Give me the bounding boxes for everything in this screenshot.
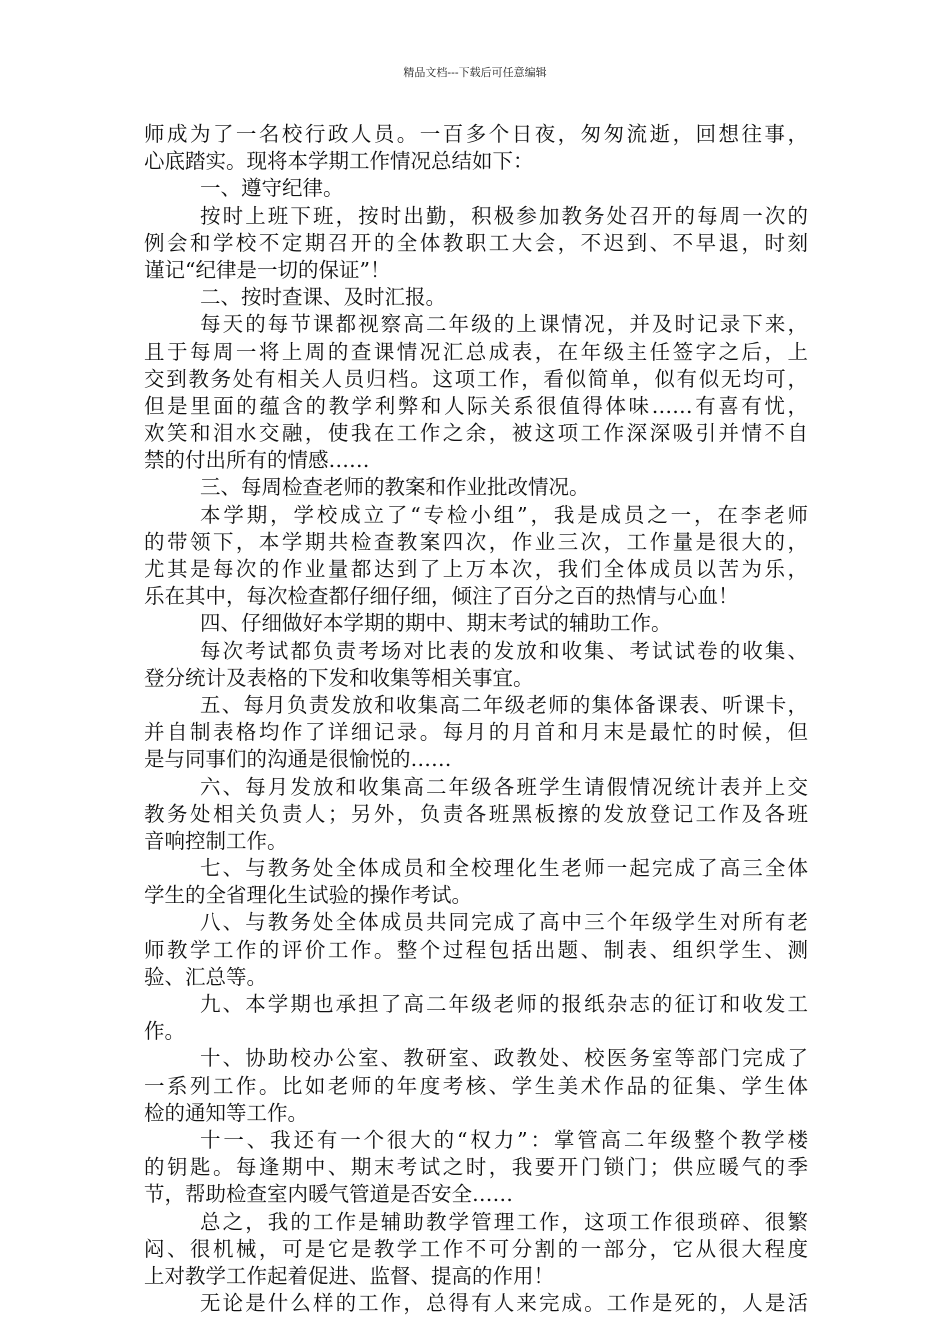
text-line: 检的通知等工作。: [144, 1100, 308, 1125]
text-line: 并自制表格均作了详细记录。每月的月首和月末是最忙的时候，但: [144, 720, 808, 745]
text-line: 禁的付出所有的情感……: [144, 448, 370, 473]
text-line: 教务处相关负责人；另外，负责各班黑板擦的发放登记工作及各班: [144, 801, 808, 826]
text-line: 学生的全省理化生试验的操作考试。: [144, 883, 472, 908]
text-line: 例会和学校不定期召开的全体教职工大会，不迟到、不早退，时刻: [144, 230, 808, 255]
text-line: 总之，我的工作是辅助教学管理工作，这项工作很琐碎、很繁: [200, 1209, 808, 1234]
text-line: 节，帮助检查室内暖气管道是否安全……: [144, 1182, 513, 1207]
text-line: 尤其是每次的作业量都达到了上万本次，我们全体成员以苦为乐，: [144, 557, 808, 581]
text-line: 七、与教务处全体成员和全校理化生老师一起完成了高三全体: [200, 856, 808, 881]
text-line: 无论是什么样的工作，总得有人来完成。工作是死的，人是活: [200, 1291, 808, 1316]
text-line: 登分统计及表格的下发和收集等相关事宜。: [144, 665, 534, 690]
text-line: 十、协助校办公室、教研室、政教处、校医务室等部门完成了: [200, 1046, 808, 1071]
text-line: 师成为了一名校行政人员。一百多个日夜，匆匆流逝，回想往事，: [144, 122, 808, 146]
text-line: 上对教学工作起着促进、监督、提高的作用！: [144, 1263, 554, 1288]
text-line: 闷、很机械，可是它是教学工作不可分割的一部分，它从很大程度: [144, 1236, 808, 1261]
text-line: 谨记“纪律是一切的保证”！: [144, 257, 391, 282]
text-line: 八、与教务处全体成员共同完成了高中三个年级学生对所有老: [200, 910, 808, 935]
text-line: 十一、我还有一个很大的“权力”：掌管高二年级整个教学楼: [200, 1127, 808, 1152]
text-line: 每次考试都负责考场对比表的发放和收集、考试试卷的收集、: [200, 638, 808, 663]
text-line: 但是里面的蕴含的教学利弊和人际关系很值得体味……有喜有忧，: [144, 393, 808, 418]
text-line: 九、本学期也承担了高二年级老师的报纸杂志的征订和收发工: [200, 992, 808, 1016]
text-line: 心底踏实。现将本学期工作情况总结如下：: [144, 149, 534, 174]
text-line: 乐在其中，每次检查都仔细仔细，倾注了百分之百的热情与心血！: [144, 584, 739, 609]
text-line: 欢笑和泪水交融，使我在工作之余，被这项工作深深吸引并情不自: [144, 421, 808, 446]
text-line: 的带领下，本学期共检查教案四次，作业三次，工作量是很大的，: [144, 529, 808, 554]
text-line: 每天的每节课都视察高二年级的上课情况，并及时记录下来，: [200, 312, 808, 337]
text-line: 作。: [144, 1019, 185, 1044]
text-line: 且于每周一将上周的查课情况汇总成表，在年级主任签字之后，上: [144, 339, 808, 364]
text-line: 一系列工作。比如老师的年度考核、学生美术作品的征集、学生体: [144, 1073, 808, 1098]
text-line: 交到教务处有相关人员归档。这项工作，看似简单，似有似无均可，: [144, 366, 808, 391]
text-line: 的钥匙。每逢期中、期末考试之时，我要开门锁门；供应暖气的季: [144, 1155, 808, 1180]
text-line: 师教学工作的评价工作。整个过程包括出题、制表、组织学生、测: [144, 937, 808, 962]
text-line: 四、仔细做好本学期的期中、期末考试的辅助工作。: [200, 611, 672, 636]
text-line: 三、每周检查老师的教案和作业批改情况。: [200, 475, 590, 500]
text-line: 一、遵守纪律。: [200, 176, 344, 201]
text-line: 验、汇总等。: [144, 964, 267, 989]
text-line: 本学期，学校成立了“专检小组”，我是成员之一，在李老师: [200, 502, 808, 527]
text-line: 按时上班下班，按时出勤，积极参加教务处召开的每周一次的: [200, 203, 808, 228]
text-line: 五、每月负责发放和收集高二年级老师的集体备课表、听课卡，: [200, 692, 808, 717]
page-header: 精品文档---下载后可任意编辑: [403, 66, 547, 79]
document-body: [144, 121, 808, 1317]
text-line: 六、每月发放和收集高二年级各班学生请假情况统计表并上交: [200, 774, 808, 799]
text-line: 音响控制工作。: [144, 828, 288, 853]
text-line: 二、按时查课、及时汇报。: [200, 285, 446, 310]
text-line: 是与同事们的沟通是很愉悦的……: [144, 747, 452, 772]
